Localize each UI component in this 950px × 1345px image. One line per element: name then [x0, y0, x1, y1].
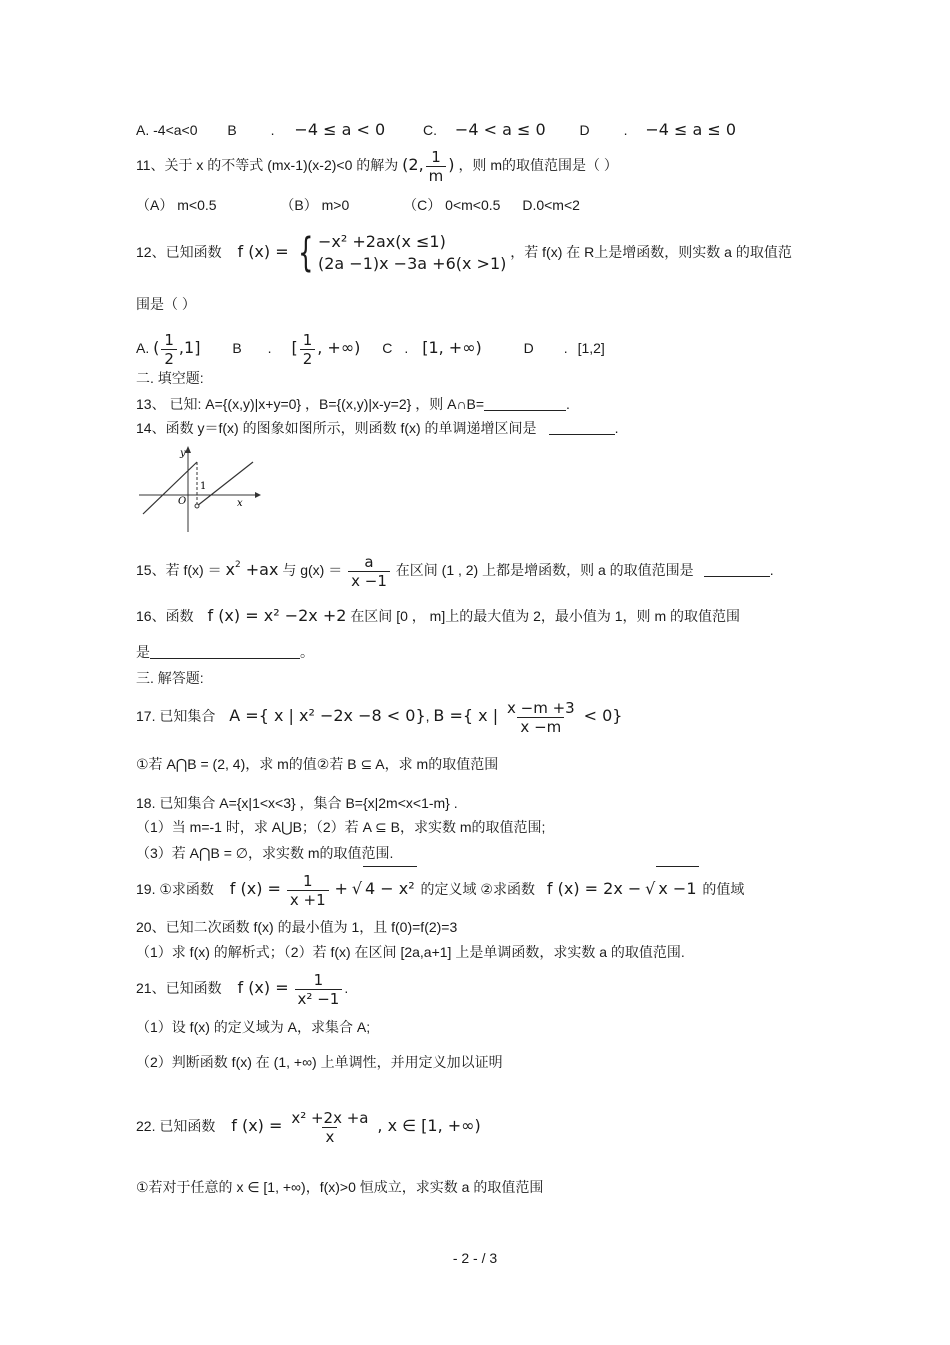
q21-line-3: （2）判断函数 f(x) 在 (1, +∞) 上单调性，并用定义加以证明	[136, 1054, 503, 1070]
question-15: 15、若 $f(x) = x^2 +ax$ 与 g(x) ＝ $\frac{a}{x -1}$ 在区间 (1 , 2) 上都是增函数，则 a 的取值范围是 .	[136, 552, 774, 590]
q12-stem: 12、已知函数	[136, 244, 222, 260]
q20-line-1: 20、已知二次函数 f(x) 的最小值为 1，且 f(0)=f(2)=3	[136, 919, 458, 935]
q18-line-2: （1）当 m=-1 时，求 A⋃B；（2）若 A ⊆ B，求实数 m的取值范围;	[136, 819, 546, 835]
q13-blank	[484, 395, 566, 411]
tick-1-label: 1	[200, 481, 207, 492]
question-22: 22. 已知函数 f (x) = $\frac{\text{x² +2x +a}}{x}$ , x ∈ [1, +∞)	[136, 1108, 481, 1146]
q19-fraction: $\frac{1}{x +1}$	[287, 872, 329, 909]
option-b-label: B	[227, 122, 237, 138]
q21-fraction: $\frac{1}{\text{x² −1}}$	[295, 971, 343, 1008]
q14-blank	[549, 419, 615, 435]
question-14: 14、函数 y＝f(x) 的图象如图所示，则函数 f(x) 的单调递增区间是 .	[136, 420, 619, 436]
q11-tail: ，则 m的取值范围是（ ）	[458, 157, 618, 174]
question-17: 17. 已知集合 A ={ x | x² −2x −8 < 0}, B ={ x | $\frac{x -m +3}{x -m}$ < 0}	[136, 698, 623, 736]
option-b-expr: −4 ≤ a < 0	[294, 120, 386, 139]
q11-stem: 11、关于 x 的不等式 (mx-1)(x-2)<0 的解为	[136, 157, 399, 174]
q11-option-b: （B） m>0	[280, 197, 350, 213]
q19-radicand: 4 − x²	[363, 866, 417, 911]
option-c-expr: −4 < a ≤ 0	[454, 120, 546, 139]
q21-line-2: （1）设 f(x) 的定义域为 A，求集合 A;	[136, 1019, 371, 1035]
option-d-expr: −4 ≤ a ≤ 0	[645, 120, 737, 139]
q15-fraction: $\frac{a}{x -1}$	[348, 553, 390, 590]
question-11: 11、关于 x 的不等式 (mx-1)(x-2)<0 的解为 (2, $\frac{1}{m}$ ) ，则 m的取值范围是（ ）	[136, 148, 618, 185]
q11-fraction: $\frac{1}{m}$	[426, 148, 447, 185]
q11-options	[136, 195, 580, 215]
option-c-label: C.	[423, 122, 438, 138]
q12-tail: ，若 f(x) 在 R上是增函数，则实数 a 的取值范	[510, 244, 792, 260]
question-13: 13、 已知: A={(x,y)|x+y=0} ，B={(x,y)|x-y=2} ，则 A∩B= .	[136, 396, 570, 412]
question-16: 16、函数 f (x) = x² −2x +2 在区间 [0 ， m]上的最大值为 2，最小值为 1，则 m 的取值范围	[136, 606, 741, 625]
q12-continuation: 围是（ ）	[136, 296, 196, 312]
q20-line-2: （1）求 f(x) 的解析式；（2）若 f(x) 在区间 [2a,a+1] 上是单调函数，求实数 a 的取值范围.	[136, 944, 685, 960]
q18-line-3: （3）若 A⋂B = ∅，求实数 m的取值范围.	[136, 845, 394, 861]
q11-option-a: （A） m<0.5	[136, 197, 217, 213]
q15-blank	[704, 561, 770, 577]
q12-piecewise: { −x² +2ax(x ≤1) (2a −1)x −3a +6(x >1)	[297, 230, 507, 277]
q17-fraction: $\frac{x -m +3}{x -m}$	[506, 698, 575, 736]
q17-subquestions: ①若 A⋂B = (2, 4)，求 m的值②若 B ⊆ A，求 m的取值范围	[136, 756, 499, 772]
page-number: - 2 - / 3	[452, 1250, 498, 1266]
q22-fraction: $\frac{\text{x² +2x +a}}{x}$	[291, 1108, 369, 1146]
option-a: A. -4<a<0	[136, 122, 198, 138]
section-answer: 三. 解答题:	[136, 670, 204, 686]
q19-radicand-2: x −1	[656, 866, 698, 911]
function-graph	[133, 444, 263, 536]
x-axis-label: x	[237, 498, 243, 509]
q11-open: (2,	[402, 155, 424, 175]
q18-line-1: 18. 已知集合 A={x|1<x<3} ，集合 B={x|2m<x<1-m} .	[136, 795, 458, 811]
y-axis-label: y	[180, 448, 186, 459]
q22-line-2: ①若对于任意的 x ∈ [1, +∞)，f(x)>0 恒成立，求实数 a 的取值范围	[136, 1179, 544, 1195]
q11-option-d: D.0<m<2	[522, 197, 580, 213]
section-fill-in: 二. 填空题:	[136, 370, 204, 386]
origin-label: O	[178, 496, 187, 507]
q16-continuation: 是 。	[136, 644, 314, 660]
question-12: 12、已知函数 f (x) = { −x² +2ax(x ≤1) (2a −1)x −3a +6(x >1) ，若 f(x) 在 R上是增函数，则实数 a 的取值范	[136, 230, 792, 277]
q12-options: A. ( $\frac{1}{2}$ ,1] B . [ $\frac{1}{2}$ , +∞) C . [1, +∞) D . [1,2]	[136, 330, 605, 368]
option-d-label: D	[579, 122, 590, 138]
question-21: 21、已知函数 f (x) = $\frac{1}{\text{x² −1}}$ .	[136, 970, 349, 1008]
q10-options: A. -4<a<0 B . −4 ≤ a < 0 C. −4 < a ≤ 0 D . −4 ≤ a ≤ 0	[136, 120, 737, 139]
question-19: 19. ①求函数 f (x) = $\frac{1}{x +1}$ + √ 4 − x² 的定义域 ②求函数 f (x) = 2x − √ x −1 的值域	[136, 866, 744, 911]
q11-option-c: （C） 0<m<0.5	[403, 197, 501, 213]
q16-blank	[150, 643, 300, 659]
